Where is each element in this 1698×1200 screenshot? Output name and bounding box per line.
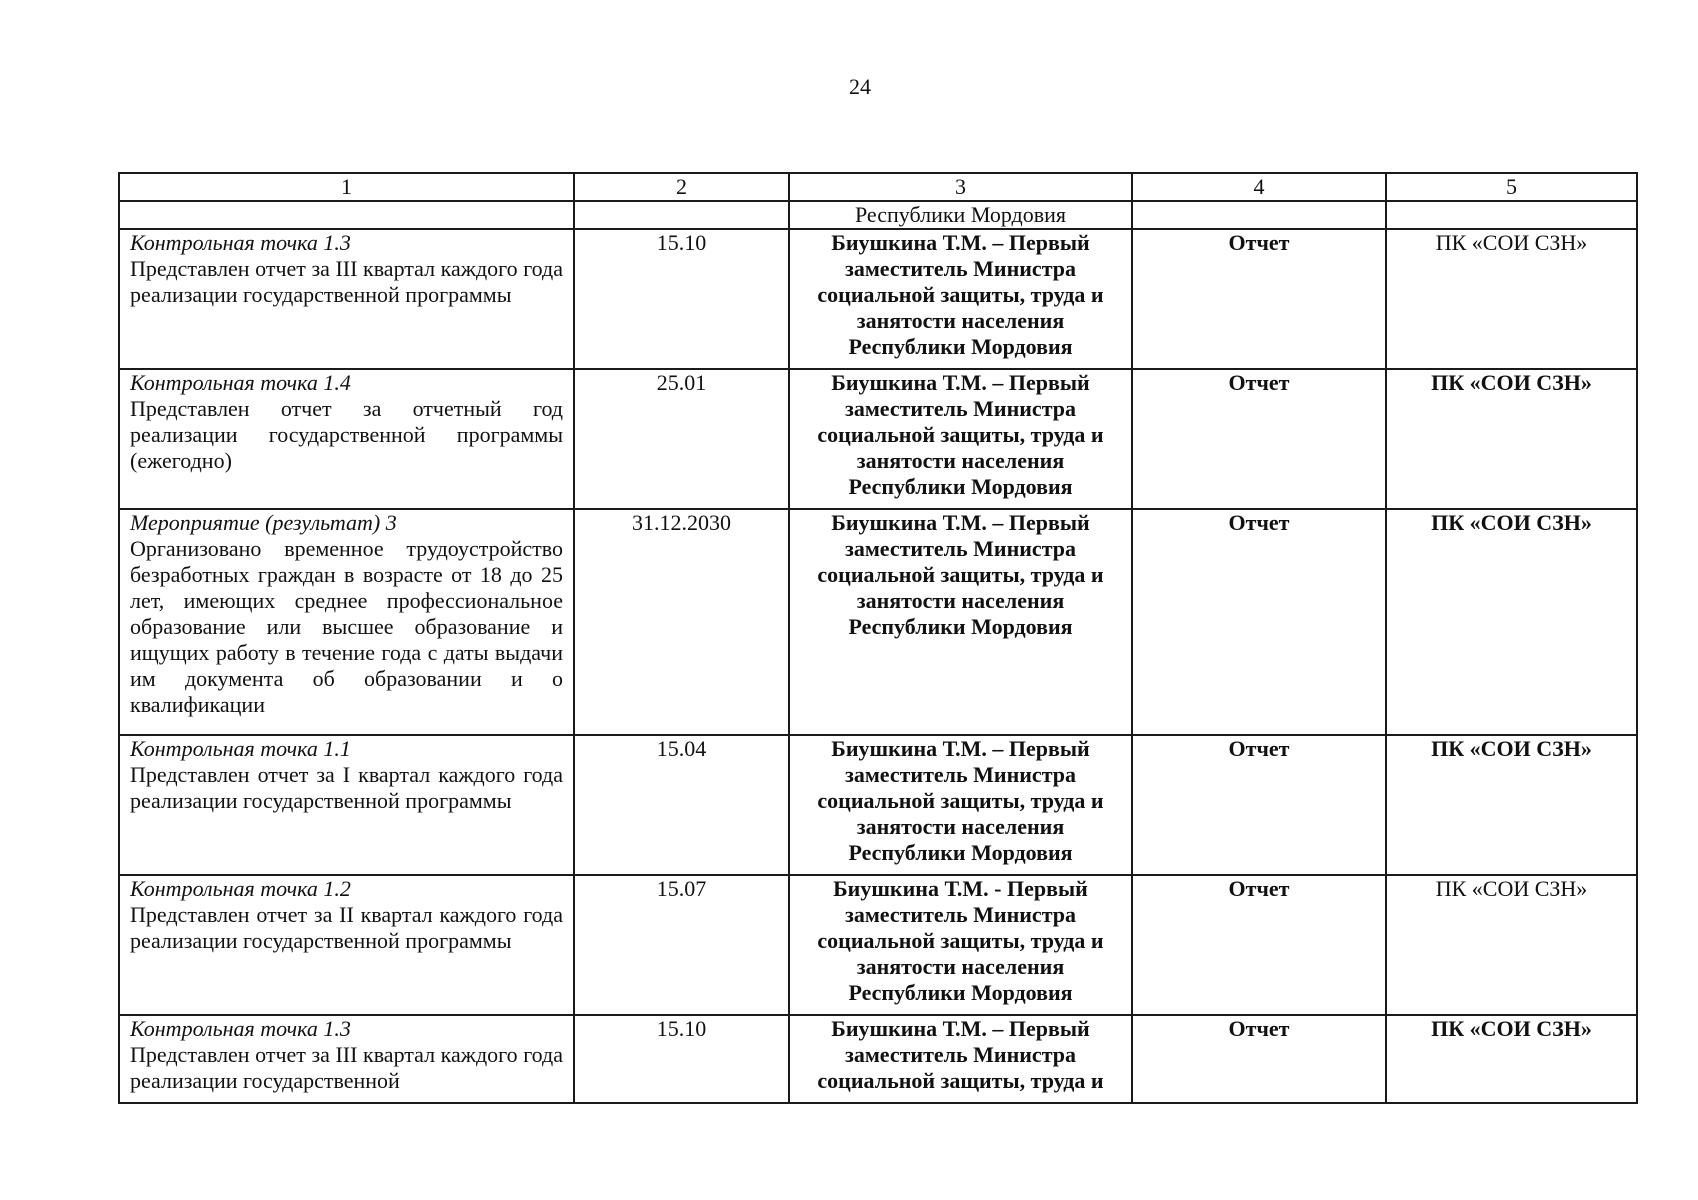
event-cell <box>119 735 574 875</box>
event-label: Контрольная точка 1.3 <box>130 1016 351 1041</box>
event-cell <box>119 509 574 735</box>
responsible-cell: Биушкина Т.М. – Первый заместитель Министра социальной защиты, труда и <box>789 1015 1132 1103</box>
system-cell: ПК «СОИ СЗН» <box>1386 1015 1637 1103</box>
date-cell: 15.04 <box>574 735 789 875</box>
event-cell <box>119 369 574 509</box>
table-row <box>119 369 1637 509</box>
event-label: Мероприятие (результат) 3 <box>130 510 397 535</box>
column-number-3: 3 <box>789 173 1132 201</box>
event-cell <box>119 229 574 369</box>
document-cell: Отчет <box>1132 1015 1386 1103</box>
system-cell: ПК «СОИ СЗН» <box>1386 229 1637 369</box>
responsible-cell: Биушкина Т.М. – Первый заместитель Министра социальной защиты, труда и занятости населения Республики Мордовия <box>789 369 1132 509</box>
document-cell: Отчет <box>1132 875 1386 1015</box>
column-number-4: 4 <box>1132 173 1386 201</box>
table-row <box>119 229 1637 369</box>
event-description: Представлен отчет за отчетный год реализации государственной программы (ежегодно) <box>130 396 563 473</box>
document-cell: Отчет <box>1132 229 1386 369</box>
plan-table <box>118 172 1638 1104</box>
event-description: Организовано временное трудоустройство безработных граждан в возрасте от 18 до 25 лет, имеющих среднее профессиональное образование или высшее образование и ищущих работу в течение года с даты выдачи им документа об образовании и о квалификации <box>130 536 563 717</box>
continuation-cell-4 <box>1132 201 1386 229</box>
event-label: Контрольная точка 1.4 <box>130 370 351 395</box>
event-cell <box>119 1015 574 1103</box>
event-description: Представлен отчет за III квартал каждого года реализации государственной <box>130 1042 563 1093</box>
date-cell: 15.07 <box>574 875 789 1015</box>
document-cell: Отчет <box>1132 369 1386 509</box>
table-row <box>119 875 1637 1015</box>
system-cell: ПК «СОИ СЗН» <box>1386 509 1637 735</box>
system-cell: ПК «СОИ СЗН» <box>1386 875 1637 1015</box>
event-label: Контрольная точка 1.1 <box>130 736 351 761</box>
column-number-2: 2 <box>574 173 789 201</box>
continuation-cell-1 <box>119 201 574 229</box>
date-cell: 25.01 <box>574 369 789 509</box>
responsible-cell: Биушкина Т.М. - Первый заместитель Министра социальной защиты, труда и занятости населения Республики Мордовия <box>789 875 1132 1015</box>
event-description: Представлен отчет за I квартал каждого года реализации государственной программы <box>130 762 563 813</box>
event-label: Контрольная точка 1.2 <box>130 876 351 901</box>
responsible-cell: Биушкина Т.М. – Первый заместитель Министра социальной защиты, труда и занятости населения Республики Мордовия <box>789 735 1132 875</box>
event-label: Контрольная точка 1.3 <box>130 230 351 255</box>
table-row <box>119 735 1637 875</box>
responsible-cell: Биушкина Т.М. – Первый заместитель Министра социальной защиты, труда и занятости населения Республики Мордовия <box>789 229 1132 369</box>
column-number-5: 5 <box>1386 173 1637 201</box>
column-number-row <box>119 173 1637 201</box>
system-cell: ПК «СОИ СЗН» <box>1386 369 1637 509</box>
continuation-row <box>119 201 1637 229</box>
system-cell: ПК «СОИ СЗН» <box>1386 735 1637 875</box>
continuation-cell-5 <box>1386 201 1637 229</box>
event-description: Представлен отчет за III квартал каждого года реализации государственной программы <box>130 256 563 307</box>
continuation-cell-2 <box>574 201 789 229</box>
page-number: 24 <box>849 74 871 99</box>
date-cell: 31.12.2030 <box>574 509 789 735</box>
table-row <box>119 509 1637 735</box>
document-cell: Отчет <box>1132 735 1386 875</box>
date-cell: 15.10 <box>574 1015 789 1103</box>
event-cell <box>119 875 574 1015</box>
event-description: Представлен отчет за II квартал каждого года реализации государственной программы <box>130 902 563 953</box>
table-row <box>119 1015 1637 1103</box>
continuation-responsible: Республики Мордовия <box>789 201 1132 229</box>
responsible-cell: Биушкина Т.М. – Первый заместитель Министра социальной защиты, труда и занятости населения Республики Мордовия <box>789 509 1132 735</box>
column-number-1: 1 <box>119 173 574 201</box>
document-cell: Отчет <box>1132 509 1386 735</box>
date-cell: 15.10 <box>574 229 789 369</box>
